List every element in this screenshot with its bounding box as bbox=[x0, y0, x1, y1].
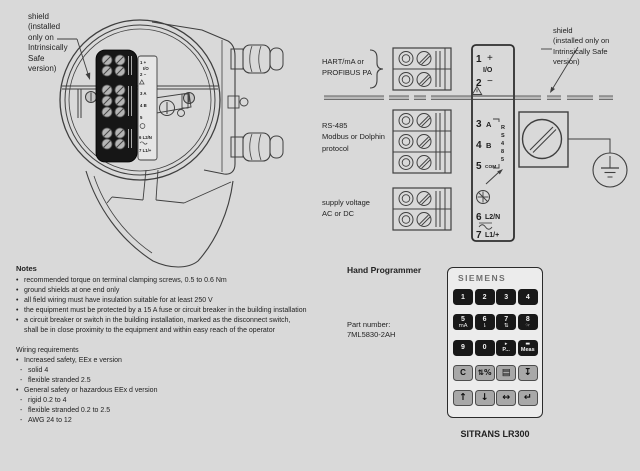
hart-connection-label: HART/mA or PROFIBUS PA bbox=[322, 57, 372, 78]
hand-programmer-keypad bbox=[447, 267, 543, 418]
key-up bbox=[453, 390, 473, 406]
ground-clamp-drawing bbox=[519, 112, 627, 187]
cable-gland-top bbox=[231, 45, 283, 73]
svg-text:6 L2/N: 6 L2/N bbox=[139, 135, 152, 140]
part-number-value: 7ML5830-2AH bbox=[347, 330, 396, 339]
down-to-bar-icon: ↧ bbox=[523, 367, 532, 379]
key-8: 8 ☞ bbox=[518, 314, 538, 330]
svg-text:5: 5 bbox=[140, 115, 143, 120]
horn-antenna bbox=[86, 170, 233, 267]
mini-terminal-label-strip bbox=[138, 56, 157, 160]
terminal-6-letter: L2/N bbox=[485, 214, 501, 221]
milliamp-label: mA bbox=[458, 322, 468, 329]
key-6: 6 ⇂ bbox=[475, 314, 495, 330]
terminal-4-letter: B bbox=[486, 141, 492, 150]
up-arrow-icon: ↑ bbox=[459, 392, 467, 404]
hart-brace bbox=[370, 50, 383, 88]
left-shield-note: shield (installed only on Intrinsically Safe version) bbox=[28, 12, 68, 74]
key-9: 9 bbox=[453, 340, 473, 356]
svg-text:4 B: 4 B bbox=[140, 103, 147, 108]
supply-terminal-block bbox=[393, 188, 451, 230]
enter-arrow-icon: ↵ bbox=[523, 392, 532, 404]
terminal-1-sign: + bbox=[487, 53, 493, 64]
key-1: 1 bbox=[453, 289, 473, 305]
svg-text:7 L1/+: 7 L1/+ bbox=[139, 148, 152, 153]
key-5-ma: 5 mA bbox=[453, 314, 473, 330]
wiring-subitem: - solid 4 bbox=[20, 367, 49, 374]
wiring-item: • General safety or hazardous EEx d version bbox=[16, 387, 158, 394]
wiring-subitem: - flexible stranded 0.2 to 2.5 bbox=[20, 407, 111, 414]
terminal-4-number: 4 bbox=[476, 140, 482, 151]
key-enter bbox=[518, 390, 538, 406]
scroll-arrows-icon: ⇅ bbox=[503, 322, 509, 329]
hand-programmer-title: Hand Programmer bbox=[347, 265, 422, 275]
key-0: 0 bbox=[475, 340, 495, 356]
wiring-subitem: - AWG 24 to 12 bbox=[20, 417, 72, 424]
svg-text:S: S bbox=[501, 133, 505, 139]
cable-gland-bottom bbox=[231, 133, 283, 161]
part-number-block bbox=[347, 320, 395, 340]
svg-text:3 A: 3 A bbox=[140, 91, 147, 96]
io-label: I/O bbox=[483, 67, 493, 74]
program-arrow-icon: ▸ bbox=[504, 340, 508, 347]
keypad-grid bbox=[453, 289, 538, 406]
display-icon: ▤ bbox=[501, 367, 511, 379]
percent-arrows-icon: ⇅% bbox=[477, 368, 492, 378]
key-left-right bbox=[496, 390, 516, 406]
measurement-bar-icon: ▬ bbox=[525, 340, 531, 347]
terminal-1-number: 1 bbox=[476, 54, 482, 65]
svg-text:R: R bbox=[501, 125, 505, 131]
terminal-6-number: 6 bbox=[476, 212, 482, 223]
note-item: • a circuit breaker or switch in the building installation, marked as the disconnect switch, bbox=[16, 317, 291, 324]
key-program: ▸ P... bbox=[496, 340, 516, 356]
wiring-subitem: - flexible stranded 2.5 bbox=[20, 377, 91, 384]
note-item: • all field wiring must have insulation suitable for at least 250 V bbox=[16, 297, 213, 304]
svg-text:I/O: I/O bbox=[143, 66, 149, 71]
key-2: 2 bbox=[475, 289, 495, 305]
terminal-3-number: 3 bbox=[476, 119, 482, 130]
model-name: SITRANS LR300 bbox=[460, 429, 530, 439]
notes-title: Notes bbox=[16, 264, 37, 273]
conduit-stub bbox=[228, 96, 248, 108]
ground-screw-icon bbox=[477, 191, 490, 204]
note-item: • the equipment must be protected by a 15 A fuse or circuit breaker in the building installation bbox=[16, 307, 307, 314]
key-insert bbox=[518, 365, 538, 381]
svg-text:1 +: 1 + bbox=[140, 60, 147, 65]
terminal-3-letter: A bbox=[486, 120, 492, 129]
down-arrow-icon: ↓ bbox=[480, 392, 489, 404]
terminal-5-letter: COM bbox=[485, 165, 497, 170]
note-item: • recommended torque on terminal clamping screws, 0.5 to 0.6 Nm bbox=[16, 277, 227, 284]
right-shield-note: shield (installed only on Intrinsically Safe version) bbox=[553, 26, 610, 66]
note-item: • ground shields at one end only bbox=[16, 287, 120, 294]
rs485-connection-label: RS-485 Modbus or Dolphin protocol bbox=[322, 121, 385, 153]
key-percent bbox=[475, 365, 495, 381]
terminal-block-housing bbox=[96, 50, 137, 162]
key-clear: C bbox=[453, 365, 473, 381]
terminal-5-number: 5 bbox=[476, 161, 482, 172]
key-4: 4 bbox=[518, 289, 538, 305]
hand-icon: ☞ bbox=[525, 322, 531, 329]
terminal-7-letter: L1/+ bbox=[485, 232, 500, 239]
terminal-2-sign: − bbox=[487, 76, 493, 87]
device-enclosure-drawing bbox=[57, 20, 283, 267]
wiring-requirements-title: Wiring requirements bbox=[16, 347, 79, 354]
svg-text:4: 4 bbox=[501, 141, 505, 147]
rs485-terminal-block bbox=[393, 110, 451, 173]
earth-ground-icon bbox=[593, 153, 627, 187]
part-number-label: Part number: bbox=[347, 320, 391, 329]
hart-terminal-block bbox=[393, 48, 451, 90]
svg-text:2 −: 2 − bbox=[140, 72, 147, 77]
wiring-subitem: - rigid 0.2 to 4 bbox=[20, 397, 67, 404]
svg-text:5: 5 bbox=[501, 157, 505, 163]
terminal-number-strip bbox=[472, 45, 514, 241]
siemens-logo: SIEMENS bbox=[458, 273, 507, 283]
key-measurement: ▬ Meas bbox=[518, 340, 538, 356]
key-down bbox=[475, 390, 495, 406]
supply-connection-label: supply voltage AC or DC bbox=[322, 198, 370, 219]
notes-section bbox=[16, 264, 361, 426]
cover-screw-left bbox=[86, 92, 97, 103]
wiring-item: • Increased safety, EEx e version bbox=[16, 357, 122, 364]
key-3: 3 bbox=[496, 289, 516, 305]
note-item-continuation: shall be in close proximity to the equipment and within easy reach of the operator bbox=[24, 327, 275, 334]
key-7: 7 ⇅ bbox=[496, 314, 516, 330]
terminal-2-number: 2 bbox=[476, 78, 482, 89]
key-display bbox=[496, 365, 516, 381]
probe-icon: ⇂ bbox=[482, 322, 487, 329]
shield-bus-line bbox=[324, 96, 618, 99]
svg-text:8: 8 bbox=[501, 149, 505, 155]
terminal-7-number: 7 bbox=[476, 230, 482, 241]
left-right-arrow-icon: ↔ bbox=[502, 392, 511, 404]
